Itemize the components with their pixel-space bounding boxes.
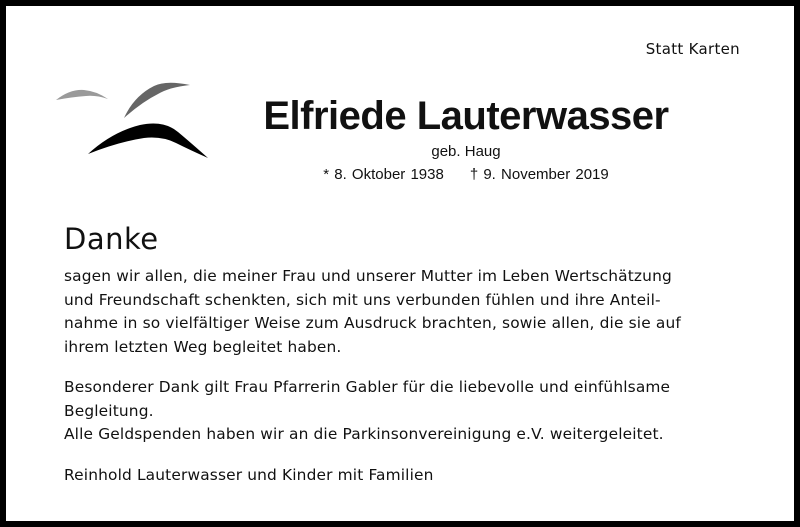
bird-light <box>56 90 108 100</box>
text-line: und Freundschaft schenkten, sich mit uns verbunden fühlen und ihre Anteil- <box>64 290 661 309</box>
danke-heading: Danke <box>64 222 159 256</box>
text-line: Begleitung. <box>64 401 154 420</box>
deceased-name: Elfriede Lauterwasser <box>263 94 669 138</box>
birth-date: * 8. Oktober 1938 <box>323 166 444 183</box>
special-thanks-paragraph <box>64 376 764 447</box>
text-line: Alle Geldspenden haben wir an die Parkinsonvereinigung e.V. weitergeleitet. <box>64 425 664 443</box>
text-line: sagen wir allen, die meiner Frau und unserer Mutter im Leben Wertschätzung <box>64 267 672 285</box>
death-date: † 9. November 2019 <box>469 166 609 183</box>
maiden-name: geb. Haug <box>431 143 501 160</box>
text-line: ihrem letzten Weg begleitet haben. <box>64 337 342 356</box>
bird-mid <box>124 83 190 118</box>
life-dates <box>206 166 726 183</box>
birds-icon <box>50 72 220 162</box>
statt-karten-label: Statt Karten <box>645 40 740 58</box>
thanks-paragraph <box>64 265 764 359</box>
text-line: nahme in so vielfältiger Weise zum Ausdruck brachten, sowie allen, die sie auf <box>64 314 681 332</box>
bird-dark <box>88 124 208 158</box>
text-line: Besonderer Dank gilt Frau Pfarrerin Gabler für die liebevolle und einfühlsame <box>64 378 671 396</box>
signature: Reinhold Lauterwasser und Kinder mit Familien <box>64 466 434 484</box>
